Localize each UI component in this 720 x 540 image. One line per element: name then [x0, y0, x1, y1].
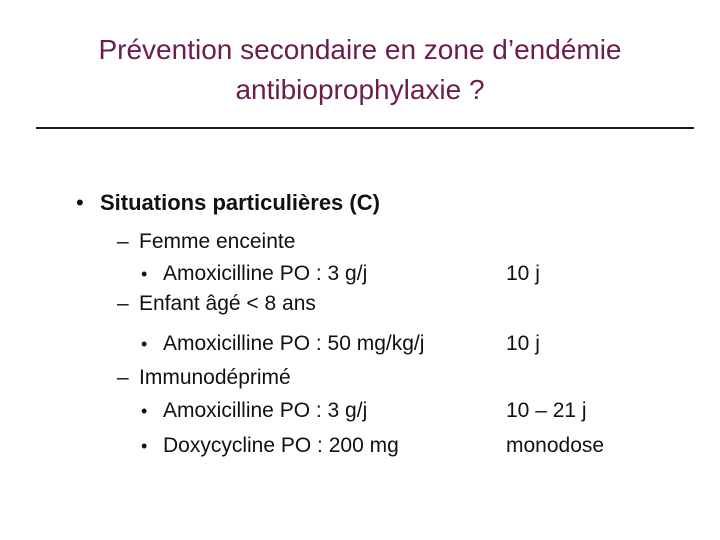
treatment-duration: monodose	[506, 434, 605, 457]
dash-icon: –	[117, 292, 129, 315]
bullet-icon: •	[141, 334, 148, 354]
dash-icon: –	[117, 230, 129, 253]
bullet-icon: •	[141, 436, 148, 456]
treatment-drug: Doxycycline PO : 200 mg	[163, 434, 399, 457]
group-immunocompromised	[117, 365, 291, 391]
treatment-item	[141, 331, 424, 357]
group-label: Enfant âgé < 8 ans	[139, 292, 316, 315]
section-label: Situations particulières (C)	[100, 190, 380, 215]
group-label: Immunodéprimé	[139, 366, 291, 389]
bullet-icon: •	[141, 264, 148, 284]
dash-icon: –	[117, 366, 129, 389]
treatment-item	[141, 433, 399, 459]
treatment-duration: 10 j	[506, 332, 540, 355]
treatment-drug: Amoxicilline PO : 3 g/j	[163, 262, 368, 285]
treatment-drug: Amoxicilline PO : 50 mg/kg/j	[163, 332, 425, 355]
treatment-item	[141, 398, 367, 424]
treatment-item	[141, 261, 367, 287]
group-label: Femme enceinte	[139, 230, 296, 253]
treatment-duration: 10 – 21 j	[506, 399, 587, 422]
section-heading	[76, 190, 380, 216]
group-pregnant-woman	[117, 229, 295, 255]
treatment-duration: 10 j	[506, 262, 540, 285]
bullet-icon: •	[141, 401, 148, 421]
treatment-drug: Amoxicilline PO : 3 g/j	[163, 399, 368, 422]
title-divider	[36, 127, 694, 129]
slide-title-line-2: antibioprophylaxie ?	[235, 74, 485, 105]
bullet-icon: •	[76, 190, 84, 215]
slide-title	[0, 30, 720, 110]
group-child-under-8	[117, 291, 316, 317]
slide-title-line-1: Prévention secondaire en zone d’endémie	[98, 34, 622, 65]
